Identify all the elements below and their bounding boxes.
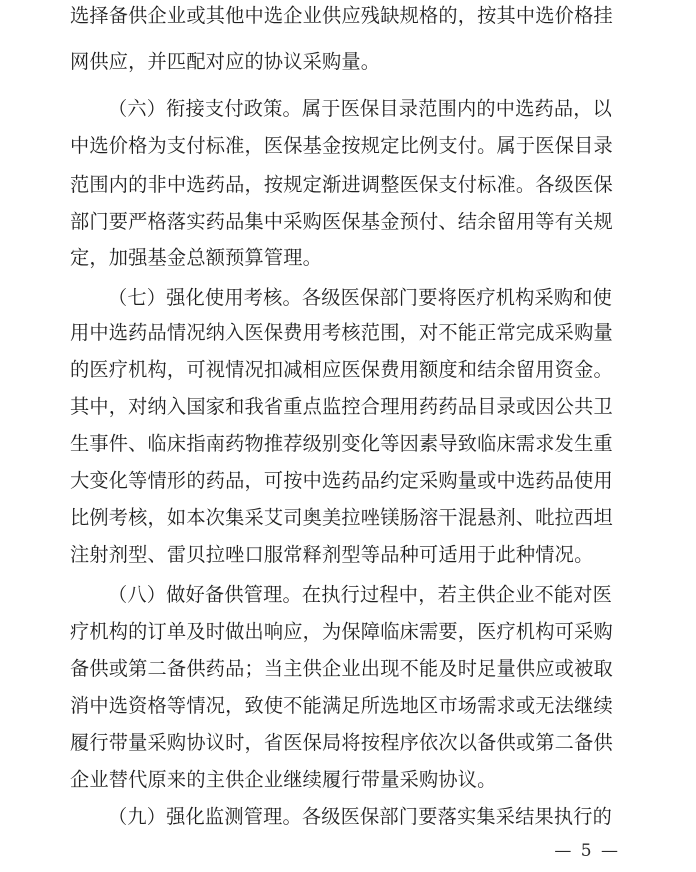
text-line: 的医疗机构，可视情况扣减相应医保费用额度和结余留用资金。 (70, 358, 613, 381)
page-number: — 5 — (554, 841, 620, 861)
text-line: 比例考核，如本次集采艾司奥美拉唑镁肠溶干混悬剂、吡拉西坦 (70, 506, 613, 529)
text-line: 消中选资格等情况，致使不能满足所选地区市场需求或无法继续 (70, 694, 613, 717)
text-line: 其中，对纳入国家和我省重点监控合理用药药品目录或因公共卫 (70, 395, 613, 418)
text-line: 选择备供企业或其他中选企业供应残缺规格的，按其中选价格挂 (70, 4, 613, 27)
text-line: 网供应，并匹配对应的协议采购量。 (70, 50, 381, 73)
text-line: 注射剂型、雷贝拉唑口服常释剂型等品种可适用于此种情况。 (70, 543, 594, 566)
text-line: （八）做好备供管理。在执行过程中，若主供企业不能对医 (108, 583, 613, 606)
text-line: （七）强化使用考核。各级医保部门要将医疗机构采购和使 (108, 286, 613, 309)
text-line: 履行带量采购协议时，省医保局将按程序依次以备供或第二备供 (70, 731, 613, 754)
text-line: 中选价格为支付标准，医保基金按规定比例支付。属于医保目录 (70, 134, 613, 157)
text-line: （六）衔接支付政策。属于医保目录范围内的中选药品，以 (108, 97, 613, 120)
text-line: 用中选药品情况纳入医保费用考核范围，对不能正常完成采购量 (70, 321, 613, 344)
text-line: 备供或第二备供药品；当主供企业出现不能及时足量供应或被取 (70, 657, 613, 680)
text-line: 疗机构的订单及时做出响应，为保障临床需要，医疗机构可采购 (70, 620, 613, 643)
text-line: （九）强化监测管理。各级医保部门要落实集采结果执行的 (108, 805, 613, 828)
text-line: 企业替代原来的主供企业继续履行带量采购协议。 (70, 768, 497, 791)
text-line: 范围内的非中选药品，按规定渐进调整医保支付标准。各级医保 (70, 173, 613, 196)
text-line: 大变化等情形的药品，可按中选药品约定采购量或中选药品使用 (70, 469, 613, 492)
text-line: 部门要严格落实药品集中采购医保基金预付、结余留用等有关规 (70, 210, 613, 233)
text-line: 定，加强基金总额预算管理。 (70, 246, 323, 269)
text-line: 生事件、临床指南药物推荐级别变化等因素导致临床需求发生重 (70, 432, 613, 455)
